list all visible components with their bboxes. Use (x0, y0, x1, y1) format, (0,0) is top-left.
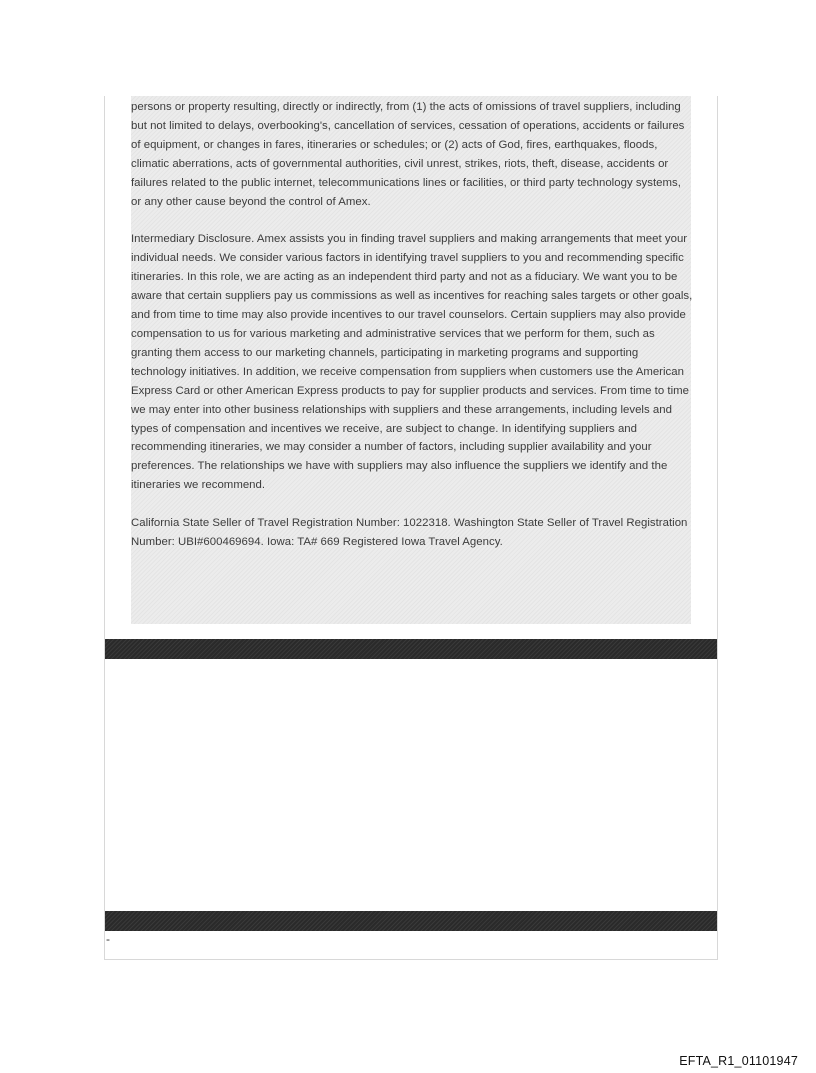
document-id: EFTA_R1_01101947 (679, 1054, 798, 1068)
header-bar (105, 639, 717, 659)
footer-bar (105, 911, 717, 931)
intermediary-disclosure-paragraph: Intermediary Disclosure. Amex assists you in finding travel suppliers and making arrangements that meet your individual needs. We consider various factors in identifying travel suppliers to you and recommending specific itineraries. In this role, we are acting as an independent third party and not as a fiduciary. We want you to be aware that certain suppliers pay us commissions as well as incentives for reaching sales targets or other goals, and from time to time may also provide incentives to our travel counselors. Certain suppliers may also provide compensation to us for various marketing and administrative services that we perform for them, such as granting them access to our marketing channels, participating in marketing programs and supporting technology initiatives. In addition, we receive compensation from suppliers when customers use the American Express Card or other American Express products to pay for supplier products and services. From time to time we may enter into other business relationships with suppliers and these arrangements, including levels and types of compensation and incentives we receive, are subject to change. In identifying suppliers and recommending itineraries, we may consider a number of factors, including supplier availability and your preferences. The relationships we have with suppliers may also influence the suppliers we identify and the itineraries we recommend. (131, 233, 693, 492)
registration-paragraph: California State Seller of Travel Registration Number: 1022318. Washington State Seller of Travel Registration Number: UBI#600469694. Iowa: TA# 669 Registered Iowa Travel Agency. (131, 517, 688, 549)
terms-section (131, 98, 693, 571)
dash-text: - (106, 932, 110, 946)
liability-paragraph: persons or property resulting, directly or indirectly, from (1) the acts of omissions of travel suppliers, including but not limited to delays, overbooking's, cancellation of services, cessation of operations, accidents or failures of equipment, or changes in fares, itineraries or schedules; or (2) acts of God, fires, earthquakes, floods, climatic aberrations, acts of governmental authorities, civil unrest, strikes, riots, theft, disease, accidents or failures related to the public internet, telecommunications lines or facilities, or third party technology systems, or any other cause beyond the control of Amex. (131, 101, 685, 208)
